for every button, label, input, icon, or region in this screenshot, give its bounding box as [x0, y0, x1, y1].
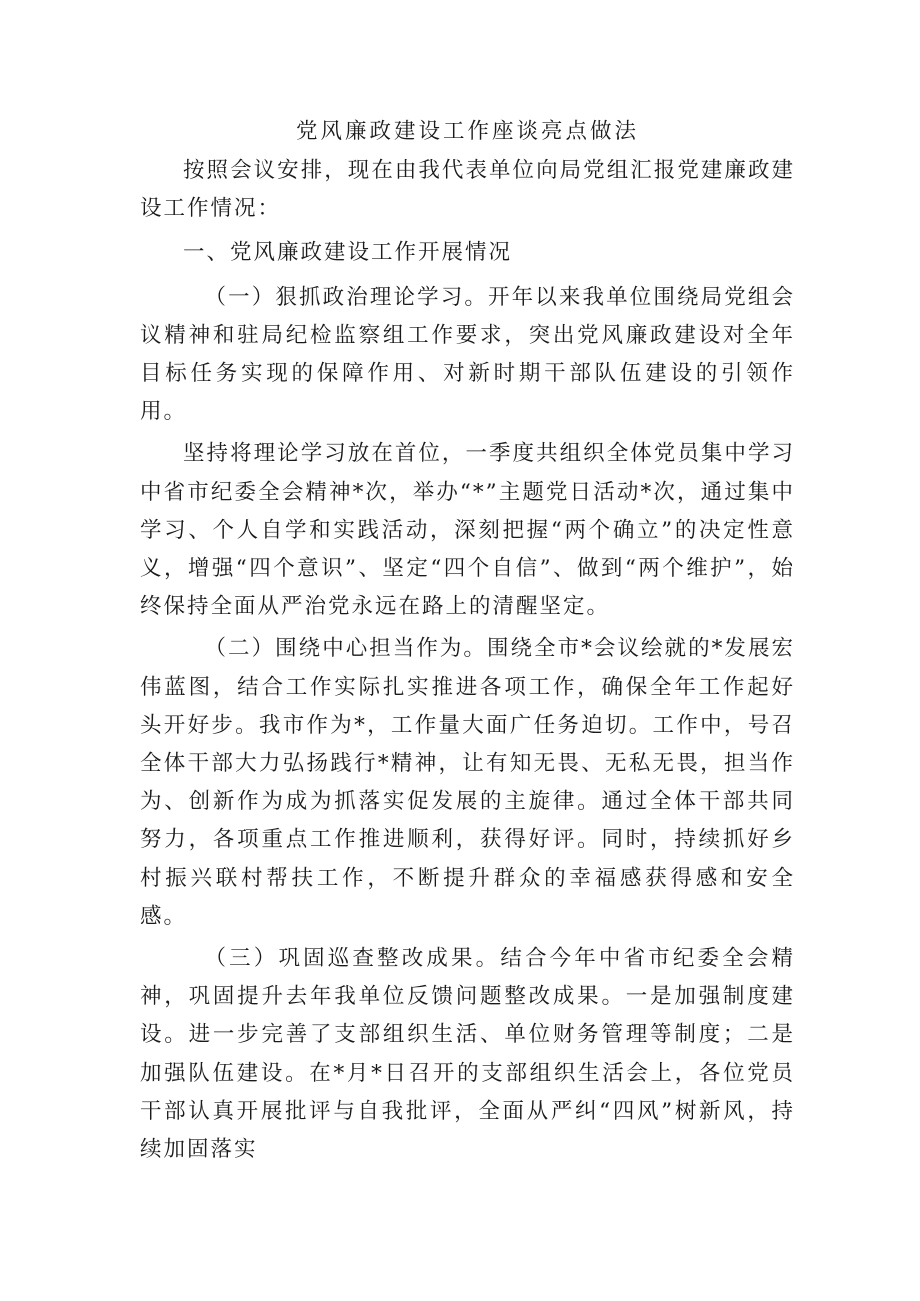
paragraph-center: （二）围绕中心担当作为。围绕全市*会议绘就的*发展宏伟蓝图，结合工作实际扎实推进各项工作，确保全年工作起好头开好步。我市作为*，工作量大面广任务迫切。工作中，号召全体干部大力弘扬践行*精神，让有知无畏、无私无畏，担当作为、创新作为成为抓落实促发展的主旋律。通过全体干部共同努力，各项重点工作推进顺利，获得好评。同时，持续抓好乡村振兴联村帮扶工作，不断提升群众的幸福感获得感和安全感。 — [140, 636, 795, 929]
intro-paragraph: 按照会议安排，现在由我代表单位向局党组汇报党建廉政建设工作情况： — [140, 158, 795, 222]
document-body — [140, 112, 795, 1169]
section-heading: 一、党风廉政建设工作开展情况 — [183, 240, 513, 266]
paragraph-theory: 坚持将理论学习放在首位，一季度共组织全体党员集中学习中省市纪委全会精神*次，举办“*”主题党日活动*次，通过集中学习、个人自学和实践活动，深刻把握“两个确立”的决定性意义，增强“四个意识”、坚定“四个自信”、做到“两个维护”，始终保持全面从严治党永远在路上的清醒坚定。 — [140, 441, 795, 620]
paragraph-study: （一）狠抓政治理论学习。开年以来我单位围绕局党组会议精神和驻局纪检监察组工作要求，突出党风廉政建设对全年目标任务实现的保障作用、对新时期干部队伍建设的引领作用。 — [140, 284, 795, 425]
paragraph-inspection: （三）巩固巡查整改成果。结合今年中省市纪委全会精神，巩固提升去年我单位反馈问题整改成果。一是加强制度建设。进一步完善了支部组织生活、单位财务管理等制度；二是加强队伍建设。在*月*日召开的支部组织生活会上，各位党员干部认真开展批评与自我批评，全面从严纠“四风”树新风，持续加固落实 — [140, 946, 795, 1163]
page-title: 党风廉政建设工作座谈亮点做法 — [295, 119, 639, 144]
